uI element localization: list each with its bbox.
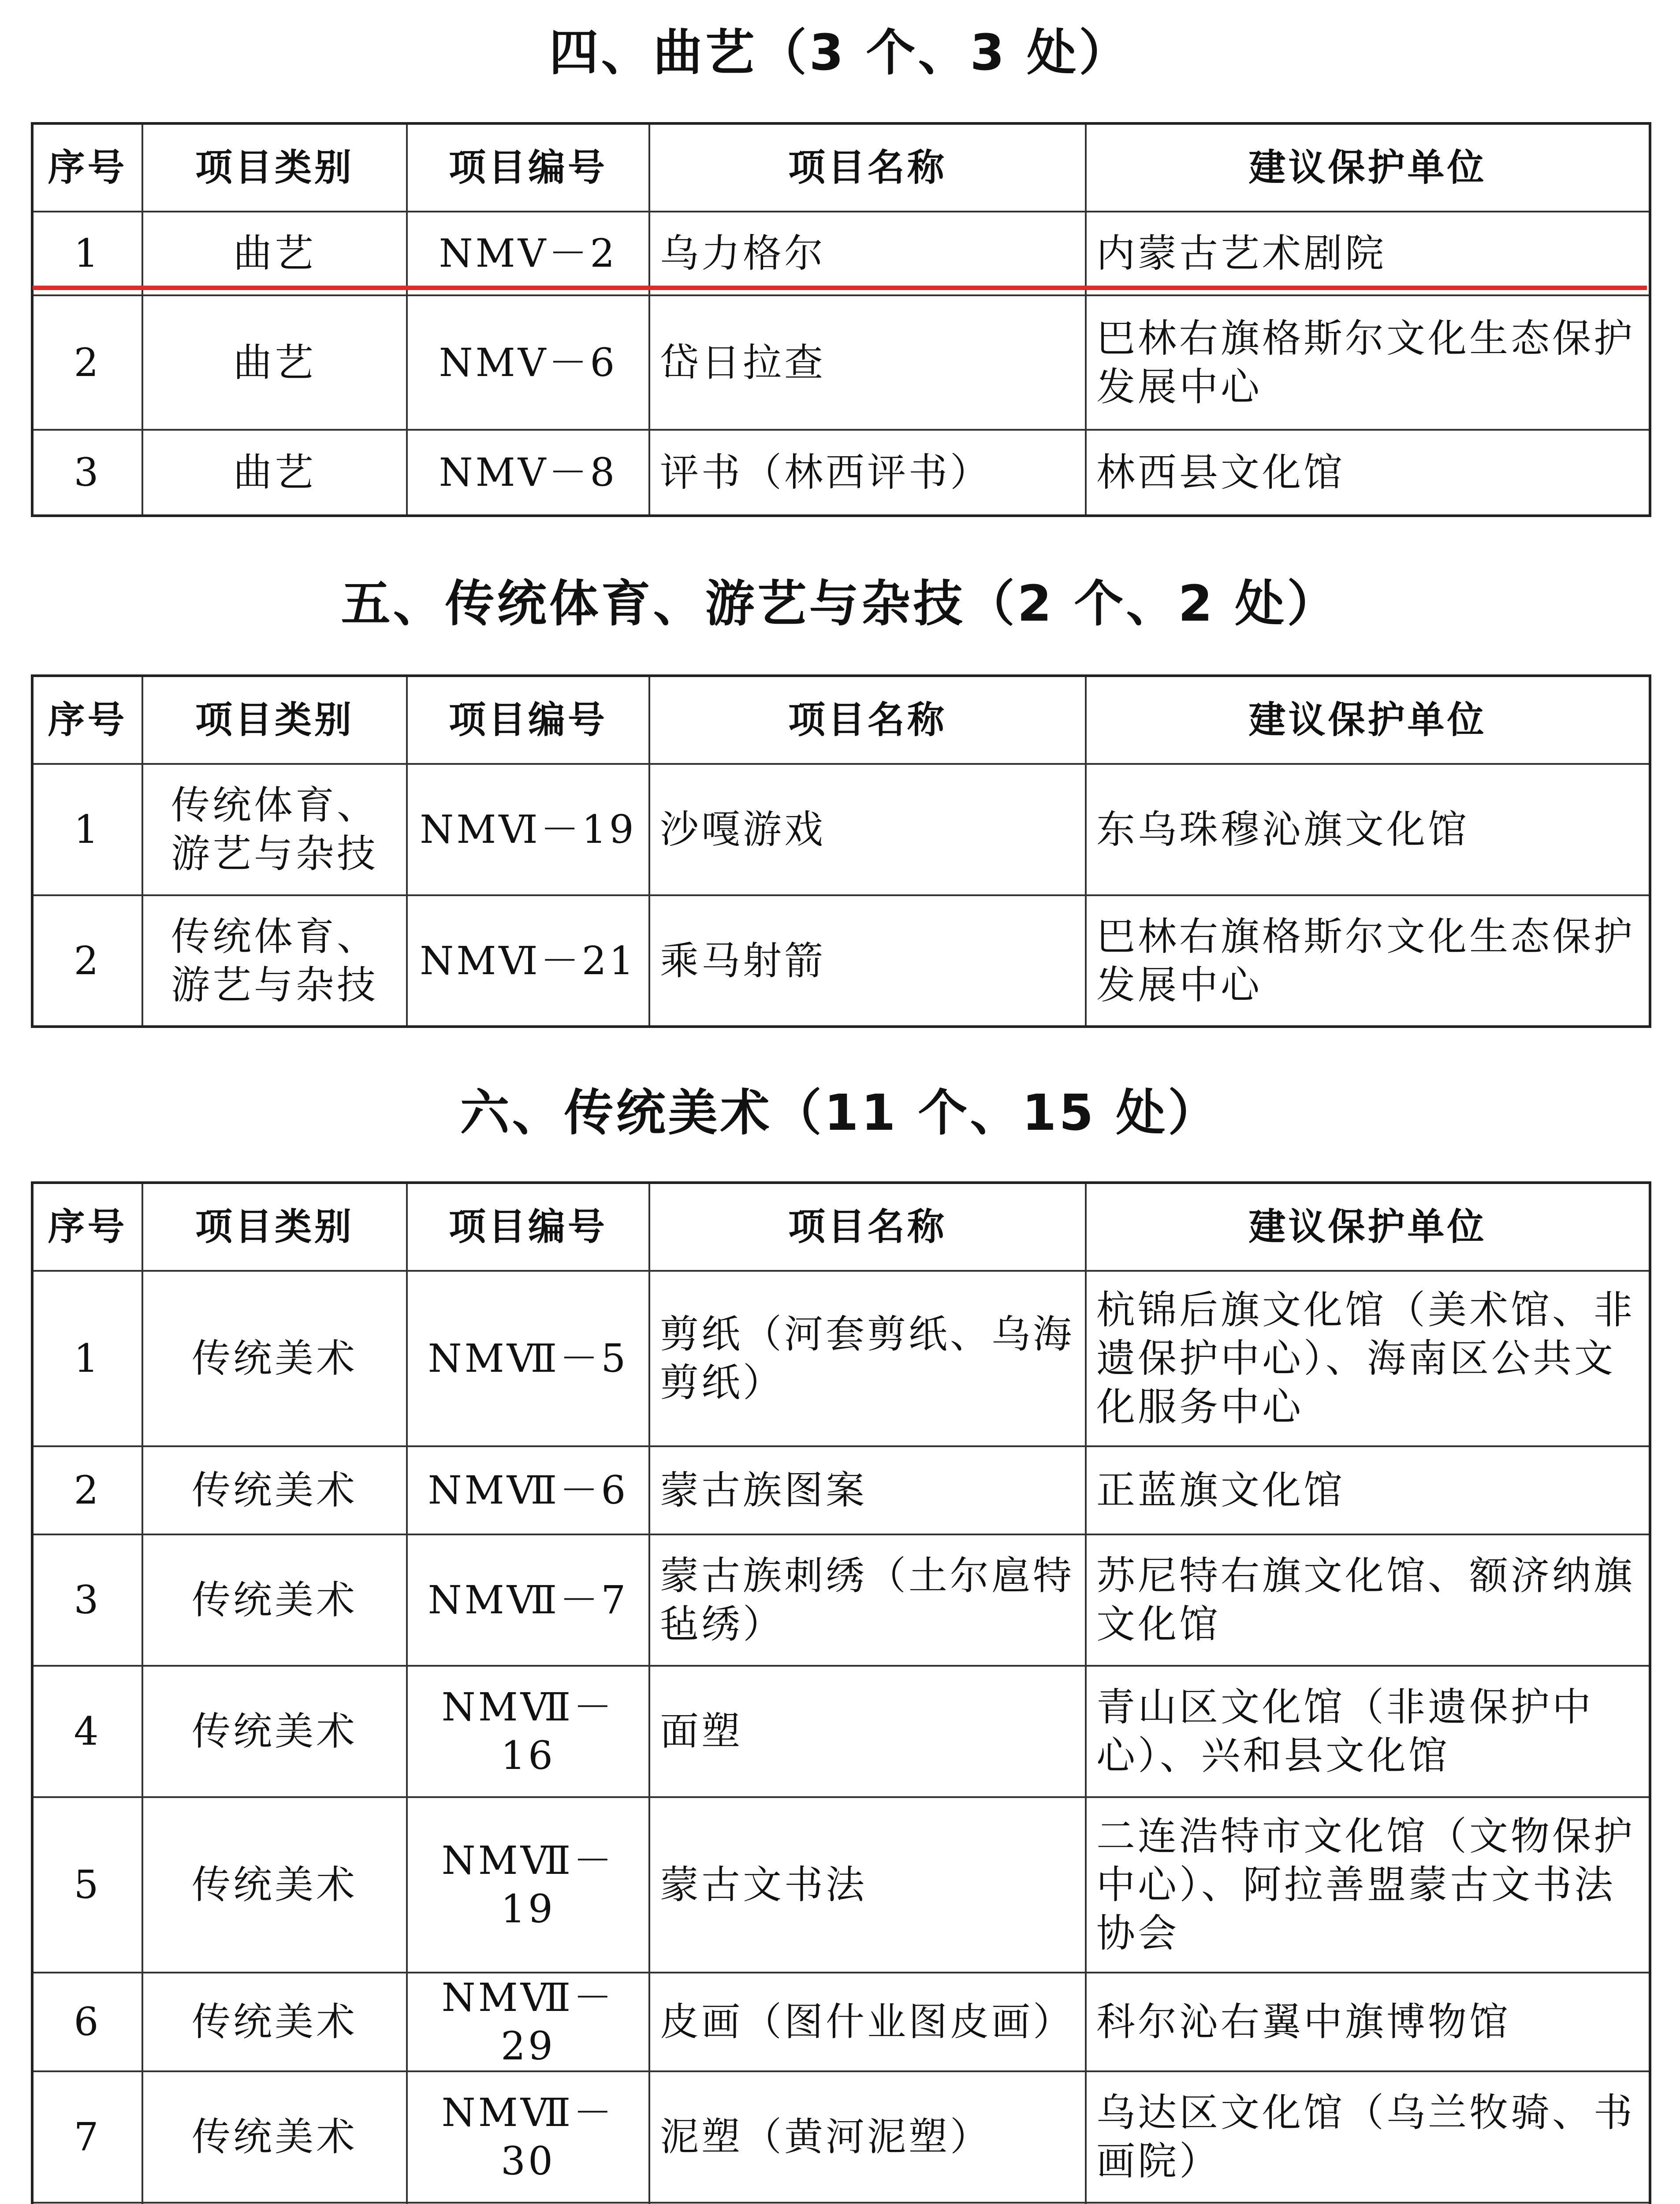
header-name: 项目名称 — [649, 1183, 1086, 1271]
cell-code: NMⅤ－6 — [407, 295, 649, 430]
section-title-quyi: 四、曲艺（3 个、3 处） — [549, 24, 1131, 82]
cell-unit: 青山区文化馆（非遗保护中心）、兴和县文化馆 — [1086, 1666, 1650, 1797]
header-category: 项目类别 — [142, 676, 407, 764]
table-row — [32, 1797, 1650, 1973]
table-row — [32, 2071, 1650, 2203]
cell-name: 蒙古文书法 — [649, 1797, 1086, 1973]
cell-code: NMⅦ－30 — [407, 2071, 649, 2203]
header-category: 项目类别 — [142, 123, 407, 212]
cell-name: 面塑 — [649, 1666, 1086, 1797]
header-category: 项目类别 — [142, 1183, 407, 1271]
cell-code: NMⅦ－6 — [407, 1446, 649, 1534]
table-row — [32, 1446, 1650, 1534]
cell-unit: 林西县文化馆 — [1086, 430, 1650, 516]
cell-unit: 乌达区文化馆（乌兰牧骑、书画院） — [1086, 2071, 1650, 2203]
cell-no: 2 — [32, 295, 142, 430]
table-row — [32, 430, 1650, 516]
header-code: 项目编号 — [407, 123, 649, 212]
cell-code: NMⅦ－7 — [407, 1534, 649, 1666]
cell-no: 6 — [32, 1973, 142, 2071]
cell-category: 传统美术 — [142, 2071, 407, 2203]
cell-name: 乘马射箭 — [649, 895, 1086, 1027]
cell-unit: 东乌珠穆沁旗文化馆 — [1086, 764, 1650, 895]
header-no: 序号 — [32, 1183, 142, 1271]
cell-name: 剪纸（河套剪纸、乌海剪纸） — [649, 1271, 1086, 1446]
cell-name: 泥塑（黄河泥塑） — [649, 2071, 1086, 2203]
cell-no: 1 — [32, 764, 142, 895]
cell-category: 传统美术 — [142, 1973, 407, 2071]
header-no: 序号 — [32, 123, 142, 212]
cell-name: 乌力格尔 — [649, 212, 1086, 295]
cell-unit: 科尔沁右翼中旗博物馆 — [1086, 1973, 1650, 2071]
cell-category: 传统美术 — [142, 1666, 407, 1797]
cell-unit: 杭锦后旗文化馆（美术馆、非遗保护中心）、海南区公共文化服务中心 — [1086, 1271, 1650, 1446]
table-header-row — [32, 676, 1650, 764]
table-header-row — [32, 1183, 1650, 1271]
cell-no: 2 — [32, 895, 142, 1027]
table-row — [32, 1666, 1650, 1797]
section-title-sports: 五、传统体育、游艺与杂技（2 个、2 处） — [341, 575, 1339, 633]
table-row — [32, 1534, 1650, 1666]
cell-name: 岱日拉查 — [649, 295, 1086, 430]
cell-no: 4 — [32, 1666, 142, 1797]
table-row — [32, 295, 1650, 430]
red-highlight-line — [33, 286, 1647, 290]
cell-category: 传统美术 — [142, 1797, 407, 1973]
cell-unit: 二连浩特市文化馆（文物保护中心）、阿拉善盟蒙古文书法协会 — [1086, 1797, 1650, 1973]
table-fine-arts — [31, 1181, 1651, 2204]
header-unit: 建议保护单位 — [1086, 123, 1650, 212]
cell-category: 曲艺 — [142, 212, 407, 295]
cell-category: 传统美术 — [142, 1446, 407, 1534]
cell-category: 传统美术 — [142, 1534, 407, 1666]
cell-code: NMⅦ－29 — [407, 1973, 649, 2071]
table-row — [32, 1973, 1650, 2071]
cell-no: 1 — [32, 212, 142, 295]
cell-unit: 巴林右旗格斯尔文化生态保护发展中心 — [1086, 295, 1650, 430]
cell-unit: 巴林右旗格斯尔文化生态保护发展中心 — [1086, 895, 1650, 1027]
cell-unit: 正蓝旗文化馆 — [1086, 1446, 1650, 1534]
cell-code: NMⅦ－19 — [407, 1797, 649, 1973]
cell-no: 7 — [32, 2071, 142, 2203]
cell-category: 传统美术 — [142, 1271, 407, 1446]
header-name: 项目名称 — [649, 676, 1086, 764]
cell-code: NMⅦ－16 — [407, 1666, 649, 1797]
cell-unit: 内蒙古艺术剧院 — [1086, 212, 1650, 295]
cell-code: NMⅥ－19 — [407, 764, 649, 895]
table-sports — [31, 674, 1651, 1028]
cell-unit: 苏尼特右旗文化馆、额济纳旗文化馆 — [1086, 1534, 1650, 1666]
table-quyi — [31, 122, 1651, 517]
section-title-fine-arts: 六、传统美术（11 个、15 处） — [460, 1084, 1220, 1142]
header-code: 项目编号 — [407, 676, 649, 764]
cell-code: NMⅦ－5 — [407, 1271, 649, 1446]
cell-category: 曲艺 — [142, 430, 407, 516]
cell-category: 曲艺 — [142, 295, 407, 430]
table-row — [32, 1271, 1650, 1446]
header-name: 项目名称 — [649, 123, 1086, 212]
table-row — [32, 895, 1650, 1027]
cell-no: 2 — [32, 1446, 142, 1534]
cell-code: NMⅤ－8 — [407, 430, 649, 516]
header-code: 项目编号 — [407, 1183, 649, 1271]
cell-category: 传统体育、游艺与杂技 — [142, 895, 407, 1027]
cell-no: 3 — [32, 430, 142, 516]
header-unit: 建议保护单位 — [1086, 1183, 1650, 1271]
cell-no: 3 — [32, 1534, 142, 1666]
cell-name: 蒙古族刺绣（土尔扈特毡绣） — [649, 1534, 1086, 1666]
cell-no: 5 — [32, 1797, 142, 1973]
header-unit: 建议保护单位 — [1086, 676, 1650, 764]
cell-name: 皮画（图什业图皮画） — [649, 1973, 1086, 2071]
cell-no: 1 — [32, 1271, 142, 1446]
header-no: 序号 — [32, 676, 142, 764]
cell-name: 评书（林西评书） — [649, 430, 1086, 516]
table-header-row — [32, 123, 1650, 212]
cell-name: 沙嘎游戏 — [649, 764, 1086, 895]
table-row — [32, 212, 1650, 295]
cell-code: NMⅥ－21 — [407, 895, 649, 1027]
cell-name: 蒙古族图案 — [649, 1446, 1086, 1534]
table-row — [32, 764, 1650, 895]
cell-code: NMⅤ－2 — [407, 212, 649, 295]
cell-category: 传统体育、游艺与杂技 — [142, 764, 407, 895]
